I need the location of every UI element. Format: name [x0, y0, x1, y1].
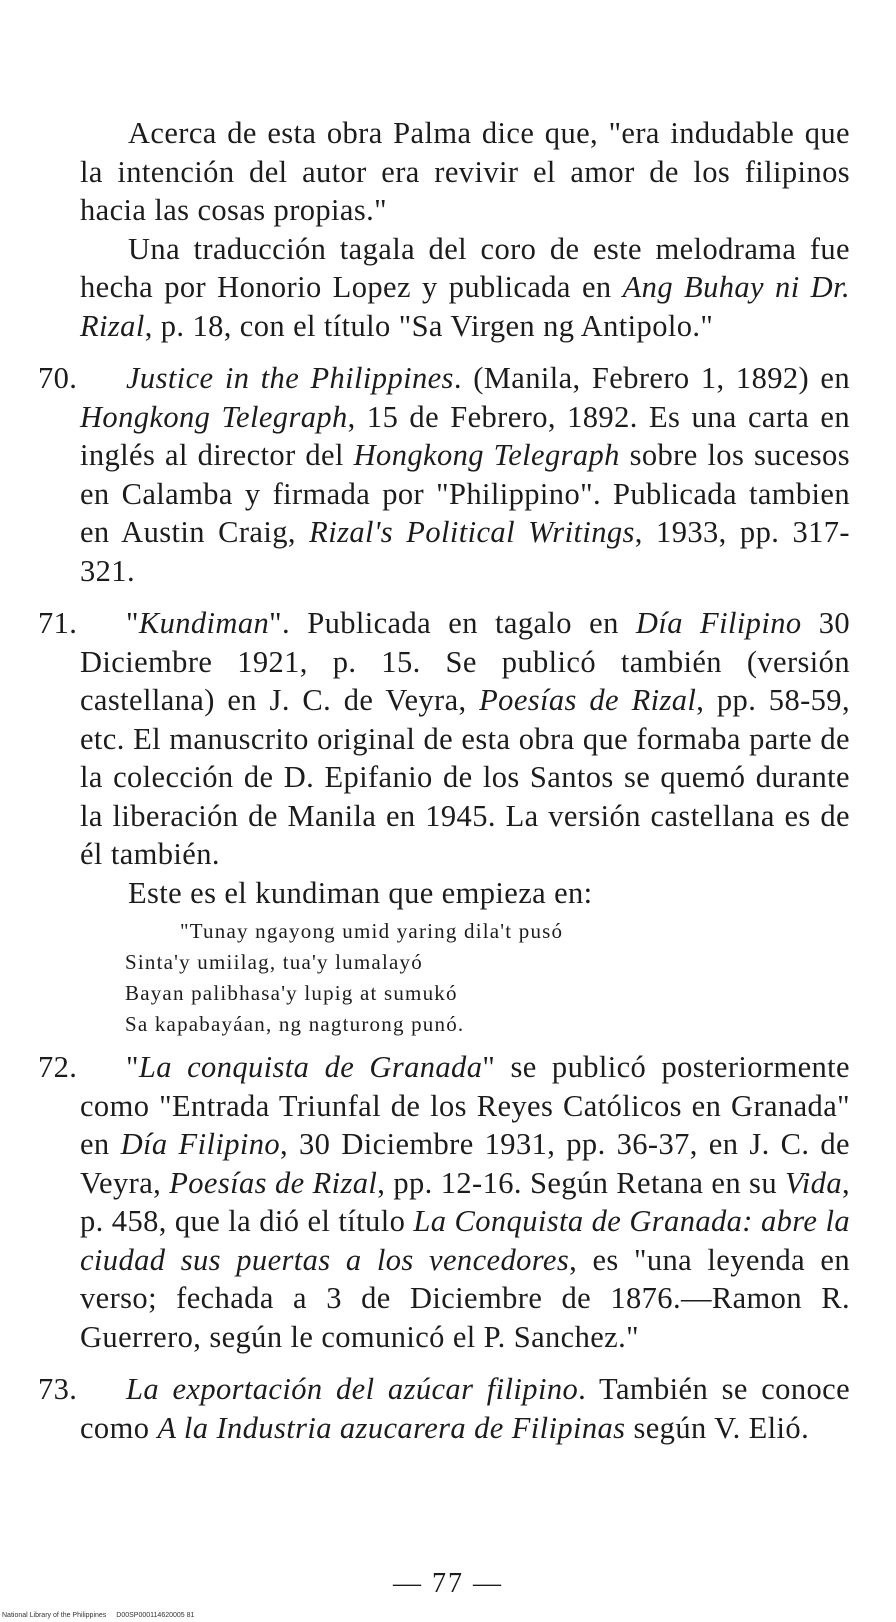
entry-text — [80, 359, 850, 590]
entry-72 — [38, 1048, 851, 1356]
work-title: La Conquista de Granada: abre la ciudad sus puertas a los vencedores — [80, 1204, 850, 1277]
scan-code: D00SP000114620005 81 — [116, 1612, 195, 1619]
verse-intro: Este es el kundiman que empieza en: — [128, 875, 593, 910]
page-number: — 77 — — [393, 1568, 503, 1599]
paragraph-palma — [80, 114, 850, 230]
publication-title: Día Filipino — [635, 606, 802, 640]
entry-text-segment: . (Manila, Febrero 1, 1892) en — [453, 361, 851, 395]
work-title: La conquista de Granada — [138, 1050, 483, 1084]
publication-title: Día Filipino — [120, 1127, 281, 1161]
entry-text-segment: , 15 de Febrero, 1892. Es una carta en inglés al director del — [80, 399, 850, 472]
verse-line: "Tunay ngayong umid yaring dila't pusó — [180, 919, 564, 943]
entry-text-segment: , 30 Diciembre 1931, pp. 36-37, en J. C. de Veyra, — [80, 1127, 850, 1200]
entry-text-segment: " se publicó posteriormente como "Entrada Triunfal de los Reyes Católicos en Granada" en — [80, 1050, 850, 1161]
entry-text-segment: " — [126, 606, 139, 640]
verse-line: Bayan palibhasa'y lupig at sumukó — [125, 981, 458, 1005]
kundiman-verse — [80, 916, 850, 1040]
entry-text-segment: . También se conoce como — [80, 1372, 851, 1445]
entry-text — [80, 1048, 850, 1356]
verse-line: Sinta'y umiilag, tua'y lumalayó — [125, 950, 423, 974]
entry-text-segment: , es "una leyenda en verso; fechada a 3 de Diciembre de 1876.—Ramon R. Guerrero, según le comunicó el P. Sanchez." — [80, 1242, 850, 1354]
entry-number: 73. — [38, 1372, 78, 1406]
publication-title: Hongkong Telegraph — [353, 438, 620, 472]
scan-footer — [2, 1611, 204, 1620]
entry-71 — [38, 604, 850, 1040]
paragraph-text: Una traducción tagala del coro de este melodrama fue hecha por Honorio Lopez y publicada en — [80, 231, 850, 304]
paragraph-text: Acerca de esta obra Palma dice que, "era indudable que la intención del autor era revivir el amor de los filipinos hacia las cosas propias." — [80, 116, 850, 227]
entry-text — [80, 604, 850, 874]
entry-text-segment: , pp. 12-16. Según Retana en su — [377, 1165, 786, 1200]
book-title: Poesías de Rizal — [169, 1165, 378, 1200]
publication-title: Hongkong Telegraph — [80, 399, 348, 434]
book-title: Poesías de Rizal — [479, 683, 697, 717]
entry-text-segment: , 1933, pp. 317-321. — [80, 515, 850, 588]
work-title: La exportación del azúcar filipino — [126, 1372, 579, 1406]
entry-text-segment: 30 Diciembre 1921, p. 15. Se publicó también (versión castellana) en J. C. de Veyra, — [80, 606, 850, 717]
entry-text — [80, 1370, 850, 1447]
entry-text-segment: ". Publicada en tagalo en — [269, 606, 636, 640]
paragraph-traduccion — [80, 230, 850, 346]
entry-number: 70. — [38, 361, 78, 395]
book-title: Rizal's Political Writings — [309, 515, 635, 549]
entry-text-segment: , pp. 58-59, etc. El manuscrito original de esta obra que formaba parte de la colección de D. Epifanio de los Santos se quemó durante la liberación de Manila en 1945. La versión castellana es de él también. — [80, 683, 850, 871]
entry-text-segment: , p. 458, que la dió el título — [80, 1165, 851, 1238]
book-title: Ang Buhay ni Dr. Rizal — [80, 270, 851, 343]
entry-70 — [38, 359, 851, 590]
work-title: Justice in the Philippines — [126, 361, 454, 395]
entry-number: 72. — [38, 1050, 78, 1084]
entry-number: 71. — [38, 606, 78, 640]
work-title: A la Industria azucarera de Filipinas — [157, 1410, 626, 1445]
entry-text-segment: " — [126, 1050, 139, 1084]
library-name: National Library of the Philippines — [2, 1612, 107, 1619]
work-title: Kundiman — [138, 606, 270, 640]
paragraph-text: , p. 18, con el título "Sa Virgen ng Antipolo." — [144, 308, 714, 343]
entry-73 — [38, 1370, 851, 1447]
book-title: Vida — [785, 1165, 842, 1200]
entry-text-segment: según V. Elió. — [625, 1410, 810, 1445]
page-body — [38, 114, 851, 1447]
entry-text-segment: sobre los sucesos en Calamba y firmada por "Philippino". Publicada tambien en Austin Craig, — [80, 438, 850, 549]
verse-line: Sa kapabayáan, ng nagturong punó. — [125, 1012, 465, 1036]
